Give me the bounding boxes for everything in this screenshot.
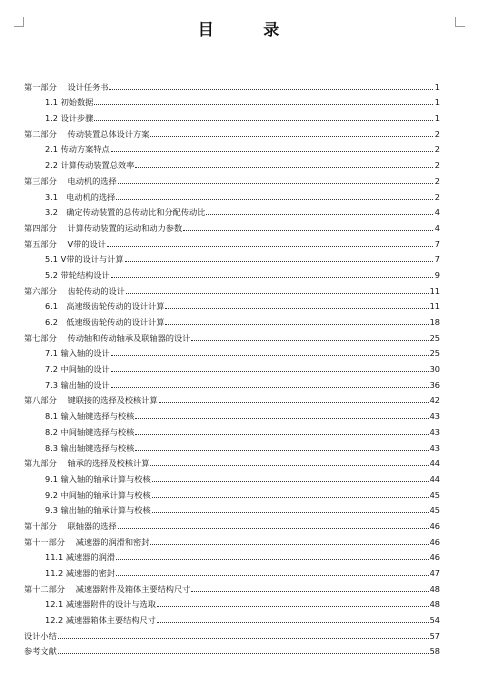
- toc-page-number: 1: [434, 97, 440, 108]
- toc-page-number: 30: [429, 364, 440, 375]
- toc-entry-label: 8.2 中间轴键选择与校核: [45, 426, 135, 437]
- toc-entry-subsection[interactable]: [24, 343, 440, 359]
- toc-entry-label: 9.2 中间轴的轴承计算与校核: [45, 489, 151, 500]
- toc-dot-leader: [135, 434, 428, 435]
- toc-entry-label: 第三部分 电动机的选择: [24, 175, 117, 186]
- toc-dot-leader: [183, 230, 433, 231]
- toc-entry-section[interactable]: [24, 327, 440, 343]
- toc-dot-leader: [94, 120, 433, 121]
- toc-page-number: 46: [429, 520, 440, 531]
- toc-entry-label: 第十一部分 减速器的润滑和密封: [24, 536, 150, 547]
- toc-entry-label: 6.1 高速级齿轮传动的设计计算: [45, 301, 165, 312]
- toc-dot-leader: [135, 167, 433, 168]
- toc-page-number: 44: [429, 473, 440, 484]
- toc-entry-label: 12.1 减速器附件的设计与选取: [45, 599, 156, 610]
- toc-page-number: 45: [429, 505, 440, 516]
- toc-dot-leader: [157, 622, 429, 623]
- toc-page-number: 11: [429, 285, 440, 296]
- toc-page-number: 2: [434, 128, 440, 139]
- toc-entry-label: 第六部分 齿轮传动的设计: [24, 285, 125, 296]
- toc-page-number: 2: [434, 191, 440, 202]
- toc-page-number: 47: [429, 568, 440, 578]
- toc-entry-subsection[interactable]: [24, 107, 440, 123]
- toc-page-number: 9: [434, 269, 440, 280]
- toc-title: 目 录: [197, 20, 302, 39]
- toc-entry-label: 3.1 电动机的选择: [45, 191, 116, 202]
- toc-entry-label: 8.3 输出轴键选择与校核: [45, 442, 135, 453]
- toc-entry-section[interactable]: [24, 233, 440, 249]
- toc-page-number: 25: [429, 348, 440, 359]
- toc-entry-subsection[interactable]: [24, 468, 440, 484]
- toc-dot-leader: [152, 512, 429, 513]
- toc-entry-subsection[interactable]: [24, 609, 440, 625]
- toc-page-number: 43: [429, 426, 440, 437]
- toc-page-number: 43: [429, 411, 440, 422]
- toc-dot-leader: [111, 151, 433, 152]
- toc-dot-leader: [109, 89, 433, 90]
- toc-entry-label: 9.3 输出轴的轴承计算与校核: [45, 505, 151, 516]
- toc-entry-subsection[interactable]: [24, 92, 440, 108]
- toc-entry-subsection[interactable]: [24, 562, 440, 578]
- toc-entry-label: 5.1 V带的设计与计算: [45, 254, 124, 265]
- toc-dot-leader: [152, 497, 429, 498]
- toc-entry-section[interactable]: [24, 390, 440, 406]
- toc-page-number: 46: [429, 536, 440, 547]
- toc-dot-leader: [206, 214, 433, 215]
- toc-entry-section[interactable]: [24, 76, 440, 92]
- toc-dot-leader: [165, 324, 428, 325]
- toc-entry-label: 3.2 确定传动装置的总传动比和分配传动比: [45, 207, 206, 218]
- toc-entry-subsection[interactable]: [24, 484, 440, 500]
- toc-page-number: 54: [429, 615, 440, 626]
- toc-dot-leader: [152, 481, 429, 482]
- toc-entry-section[interactable]: [24, 217, 440, 233]
- toc-dot-leader: [157, 606, 429, 607]
- toc-entry-subsection[interactable]: [24, 186, 440, 202]
- toc-entry-section[interactable]: [24, 453, 440, 469]
- toc-entry-label: 第十二部分 减速器附件及箱体主要结构尺寸: [24, 583, 191, 594]
- toc-entry-label: 设计小结: [24, 630, 57, 641]
- toc-entry-section[interactable]: [24, 515, 440, 531]
- toc-entry-label: 11.2 减速器的密封: [45, 568, 115, 578]
- toc-dot-leader: [107, 246, 433, 247]
- toc-page-number: 4: [434, 222, 440, 233]
- toc-dot-leader: [135, 418, 428, 419]
- toc-page-number: 36: [429, 379, 440, 390]
- toc-dot-leader: [135, 450, 428, 451]
- toc-dot-leader: [125, 261, 433, 262]
- toc-dot-leader: [118, 528, 429, 529]
- toc-page-number: 44: [429, 458, 440, 469]
- toc-entry-label: 11.1 减速器的润滑: [45, 552, 115, 563]
- toc-page-number: 48: [429, 583, 440, 594]
- toc-dot-leader: [191, 591, 428, 592]
- toc-entry-subsection[interactable]: [24, 374, 440, 390]
- toc-entry-label: 5.2 带轮结构设计: [45, 269, 110, 280]
- toc-entry-label: 12.2 减速器箱体主要结构尺寸: [45, 615, 156, 626]
- toc-dot-leader: [111, 371, 429, 372]
- toc-page-number: 2: [434, 160, 440, 171]
- toc-entry-label: 8.1 输入轴键选择与校核: [45, 411, 135, 422]
- toc-page-number: 1: [434, 81, 440, 92]
- toc-dot-leader: [150, 465, 428, 466]
- toc-page-number: 18: [429, 317, 440, 327]
- toc-dot-leader: [165, 308, 428, 309]
- toc-entry-section[interactable]: [24, 123, 440, 139]
- toc-page-number: 57: [429, 630, 440, 641]
- toc-page-number: 48: [429, 599, 440, 610]
- toc-page-number: 42: [429, 395, 440, 406]
- toc-entry-subsection[interactable]: [24, 264, 440, 280]
- toc-dot-leader: [116, 559, 429, 560]
- toc-dot-leader: [126, 293, 429, 294]
- toc-page-number: 2: [434, 175, 440, 186]
- toc-entry-subsection[interactable]: [24, 154, 440, 170]
- toc-page-number: 58: [429, 646, 440, 657]
- toc-entry-section[interactable]: [24, 578, 440, 594]
- toc-entry-section[interactable]: [24, 641, 440, 657]
- toc-entry-label: 第一部分 设计任务书: [24, 81, 109, 92]
- toc-entry-section[interactable]: [24, 625, 440, 641]
- toc-page-number: 43: [429, 442, 440, 453]
- toc-dot-leader: [191, 340, 428, 341]
- toc-entry-label: 9.1 输入轴的轴承计算与校核: [45, 473, 151, 484]
- toc-entry-subsection[interactable]: [24, 249, 440, 265]
- table-of-contents: [24, 76, 440, 656]
- toc-page-number: 2: [434, 144, 440, 155]
- toc-entry-subsection[interactable]: [24, 358, 440, 374]
- toc-dot-leader: [118, 183, 433, 184]
- toc-dot-leader: [150, 136, 433, 137]
- toc-page-number: 11: [429, 301, 440, 312]
- toc-entry-label: 第八部分 键联接的选择及校核计算: [24, 395, 158, 406]
- toc-entry-subsection[interactable]: [24, 405, 440, 421]
- toc-dot-leader: [111, 387, 429, 388]
- toc-entry-label: 参考文献: [24, 646, 57, 657]
- toc-dot-leader: [111, 277, 433, 278]
- toc-page-number: 4: [434, 207, 440, 218]
- toc-page-number: 45: [429, 489, 440, 500]
- toc-dot-leader: [116, 575, 429, 576]
- toc-entry-section[interactable]: [24, 531, 440, 547]
- toc-entry-subsection[interactable]: [24, 202, 440, 218]
- toc-dot-leader: [111, 355, 429, 356]
- toc-entry-label: 第十部分 联轴器的选择: [24, 520, 117, 531]
- toc-dot-leader: [58, 638, 429, 639]
- toc-entry-label: 2.2 计算传动装置总效率: [45, 160, 135, 171]
- toc-dot-leader: [94, 104, 433, 105]
- toc-dot-leader: [58, 653, 429, 654]
- toc-entry-label: 1.2 设计步骤: [45, 113, 94, 124]
- toc-entry-label: 2.1 传动方案特点: [45, 144, 110, 155]
- toc-entry-subsection[interactable]: [24, 500, 440, 516]
- toc-entry-subsection[interactable]: [24, 296, 440, 312]
- toc-page-number: 46: [429, 552, 440, 563]
- toc-entry-subsection[interactable]: [24, 594, 440, 610]
- toc-entry-label: 7.2 中间轴的设计: [45, 364, 110, 375]
- toc-entry-label: 第五部分 V带的设计: [24, 238, 106, 249]
- toc-dot-leader: [159, 402, 429, 403]
- toc-page-number: 7: [434, 238, 440, 249]
- toc-entry-section[interactable]: [24, 280, 440, 296]
- toc-dot-leader: [150, 544, 428, 545]
- toc-entry-label: 7.3 输出轴的设计: [45, 379, 110, 390]
- toc-dot-leader: [116, 199, 433, 200]
- toc-page-number: 25: [429, 332, 440, 343]
- toc-entry-subsection[interactable]: [24, 139, 440, 155]
- toc-page-number: 1: [434, 113, 440, 124]
- toc-entry-label: 第四部分 计算传动装置的运动和动力参数: [24, 222, 183, 233]
- toc-entry-label: 6.2 低速级齿轮传动的设计计算: [45, 317, 165, 327]
- toc-entry-subsection[interactable]: [24, 311, 440, 327]
- toc-entry-label: 第二部分 传动装置总体设计方案: [24, 128, 150, 139]
- toc-entry-label: 第七部分 传动轴和传动轴承及联轴器的设计: [24, 332, 191, 343]
- toc-entry-subsection[interactable]: [24, 547, 440, 563]
- toc-entry-label: 7.1 输入轴的设计: [45, 348, 110, 359]
- toc-page-number: 7: [434, 254, 440, 265]
- toc-entry-label: 1.1 初始数据: [45, 97, 94, 108]
- toc-entry-subsection[interactable]: [24, 421, 440, 437]
- toc-entry-subsection[interactable]: [24, 437, 440, 453]
- toc-entry-label: 第九部分 轴承的选择及校核计算: [24, 458, 150, 469]
- toc-entry-section[interactable]: [24, 170, 440, 186]
